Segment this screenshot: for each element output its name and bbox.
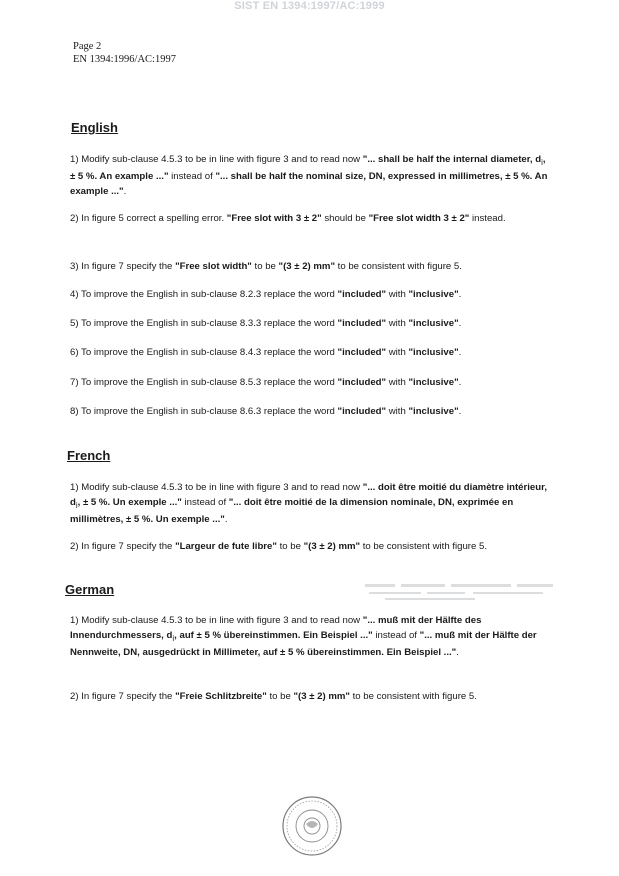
bold-run: "inclusive" (408, 377, 459, 388)
text-run: . (458, 347, 462, 358)
text-run: 1) Modify sub-clause 4.5.3 to be in line with figure 3 and to read now (70, 154, 363, 165)
english-item-8 (70, 405, 550, 420)
text-run: to be (251, 261, 279, 272)
text-run: to be consistent with figure 5. (335, 261, 462, 272)
bold-run: "... doit être moitié du diamètre intérieur, d (70, 482, 547, 508)
text-run: 4) To improve the English in sub-clause 8.2.3 replace the word (70, 289, 338, 300)
text-run: to be (276, 541, 304, 552)
text-run: with (386, 289, 409, 300)
document-reference: EN 1394:1996/AC:1997 (73, 54, 176, 65)
bold-run: "inclusive" (408, 347, 459, 358)
bold-run: "included" (337, 406, 387, 417)
english-item-6 (70, 346, 550, 361)
text-run: instead. (469, 213, 506, 224)
bold-run: "included" (337, 347, 387, 358)
text-run: to be consistent with figure 5. (349, 691, 477, 702)
subscript-run: i (172, 633, 175, 643)
german-item-2 (70, 690, 550, 705)
bold-run: , ± 5 %. Un exemple ..." (77, 496, 182, 508)
bold-run: "included" (337, 289, 387, 300)
text-run: instead of (372, 629, 420, 641)
text-run: . (123, 185, 127, 197)
text-run: with (386, 377, 409, 388)
french-item-1 (70, 481, 550, 527)
text-run: . (458, 377, 462, 388)
page-number: Page 2 (73, 41, 102, 52)
english-item-7 (70, 376, 550, 391)
text-run: 6) To improve the English in sub-clause 8.4.3 replace the word (70, 347, 338, 358)
text-run: 3) In figure 7 specify the (70, 261, 176, 272)
watermark: SIST EN 1394:1997/AC:1999 (234, 0, 385, 12)
bold-run: "(3 ± 2) mm" (303, 541, 361, 552)
scan-noise (365, 582, 555, 602)
text-run: to be consistent with figure 5. (360, 541, 487, 552)
text-run: 2) In figure 5 correct a spelling error. (70, 213, 227, 224)
text-run: 2) In figure 7 specify the (70, 691, 176, 702)
bold-run: "Free slot width" (175, 261, 252, 272)
text-run: 1) Modify sub-clause 4.5.3 to be in line with figure 3 and to read now (70, 615, 363, 626)
bold-run: "... muß mit der Hälfte des Innendurchmessers, d (70, 615, 482, 641)
text-run: 2) In figure 7 specify the (70, 541, 176, 552)
text-run: . (458, 406, 462, 417)
german-item-1 (70, 614, 550, 660)
bold-run: , auf ± 5 % übereinstimmen. Ein Beispiel ..." (174, 629, 373, 641)
bold-run: "included" (337, 318, 387, 329)
section-title-german: German (65, 582, 115, 597)
text-run: 7) To improve the English in sub-clause 8.5.3 replace the word (70, 377, 338, 388)
text-run: instead of (181, 496, 229, 508)
section-title-english: English (71, 120, 118, 135)
bold-run: "... shall be half the internal diameter, d (362, 154, 542, 165)
bold-run: "inclusive" (408, 289, 459, 300)
bold-run: "(3 ± 2) mm" (278, 261, 336, 272)
bold-run: "Free slot width 3 ± 2" (368, 213, 470, 224)
english-item-4 (70, 288, 550, 303)
bold-run: "... muß mit der Hälfte der Nennweite, DN, ausgedrückt in Millimeter, auf ± 5 % übereinstimmen. Ein Beispiel ..." (70, 629, 537, 658)
text-run: 5) To improve the English in sub-clause 8.3.3 replace the word (70, 318, 338, 329)
bold-run: "inclusive" (408, 318, 459, 329)
text-run: with (386, 347, 409, 358)
section-title-french: French (67, 448, 111, 463)
bold-run: "Largeur de fute libre" (175, 541, 277, 552)
text-run: with (386, 318, 409, 329)
text-run: should be (321, 213, 369, 224)
subscript-run: i (541, 157, 543, 167)
text-run: 8) To improve the English in sub-clause 8.6.3 replace the word (70, 406, 338, 417)
page-header (73, 40, 176, 66)
bold-run: "included" (337, 377, 387, 388)
bold-run: "Freie Schlitzbreite" (175, 691, 267, 702)
bold-run: "Free slot with 3 ± 2" (226, 213, 322, 224)
text-run: . (458, 289, 462, 300)
bold-run: "... doit être moitié de la dimension nominale, DN, exprimée en millimètres, ± 5 %. Un exemple ..." (70, 496, 514, 525)
english-item-1 (70, 153, 550, 199)
bold-run: , ± 5 %. An example ..." (70, 154, 546, 183)
english-item-2 (70, 212, 550, 227)
official-stamp-icon (281, 795, 343, 857)
bold-run: "inclusive" (408, 406, 459, 417)
text-run: 1) Modify sub-clause 4.5.3 to be in line with figure 3 and to read now (70, 482, 363, 493)
english-item-3 (70, 260, 550, 275)
text-run: instead of (168, 171, 216, 183)
english-item-5 (70, 317, 550, 332)
text-run: . (458, 318, 462, 329)
bold-run: "(3 ± 2) mm" (293, 691, 350, 702)
bold-run: "... shall be half the nominal size, DN, expressed in millimetres, ± 5 %. An example ..." (70, 171, 548, 197)
text-run: with (386, 406, 409, 417)
french-item-2 (70, 540, 550, 555)
text-run: to be (266, 691, 294, 702)
subscript-run: i (75, 500, 78, 510)
text-run: . (456, 646, 459, 658)
text-run: . (224, 513, 228, 525)
